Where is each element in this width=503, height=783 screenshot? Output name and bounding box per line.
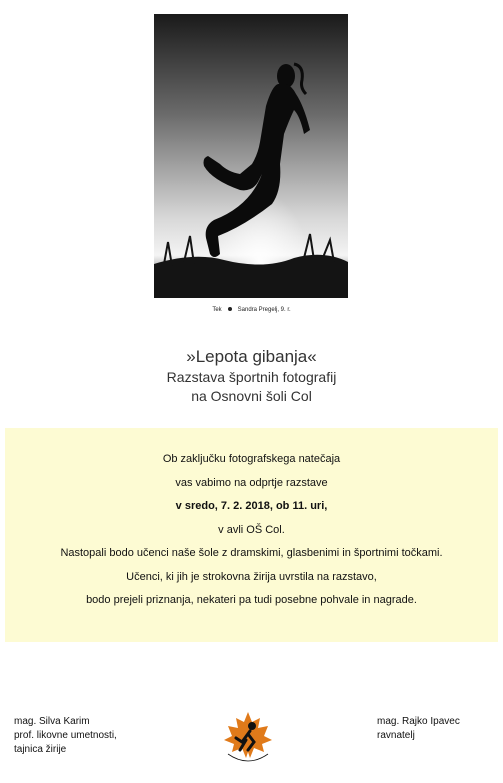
signature-name: mag. Rajko Ipavec	[377, 716, 460, 727]
invitation-line: bodo prejeli priznanja, nekateri pa tudi posebne pohvale in nagrade.	[86, 594, 417, 606]
signature-right	[377, 715, 460, 743]
signature-left	[14, 715, 117, 757]
invitation-line: Ob zaključku fotografskega natečaja	[162, 453, 341, 465]
exhibition-title: »Lepota gibanja«	[186, 347, 317, 366]
invitation-date: v sredo, 7. 2. 2018, ob 11. uri,	[175, 500, 328, 512]
exhibition-venue: na Osnovni šoli Col	[191, 388, 312, 404]
photo-caption	[0, 307, 503, 313]
school-logo	[218, 708, 278, 770]
bullet-icon	[228, 307, 232, 311]
invitation-box	[5, 428, 498, 642]
invitation-line: vas vabimo na odprtje razstave	[175, 476, 328, 489]
invitation-line: Učenci, ki jih je strokovna žirija uvrstila na razstavo,	[126, 570, 377, 583]
exhibition-subtitle: Razstava športnih fotografij	[166, 369, 337, 385]
photo-title: Tek	[212, 307, 222, 313]
signature-title: prof. likovne umetnosti,	[14, 730, 117, 741]
signature-role: tajnica žirije	[14, 744, 67, 755]
exhibition-heading	[0, 346, 503, 406]
contest-photo	[154, 14, 348, 298]
invitation-line: Nastopali bodo učenci naše šole z dramskimi, glasbenimi in športnimi točkami.	[60, 547, 443, 559]
photo-author: Sandra Pregelj, 9. r.	[237, 307, 291, 313]
signature-name: mag. Silva Karim	[14, 716, 90, 727]
signature-role: ravnatelj	[377, 730, 415, 741]
invitation-location: v avli OŠ Col.	[218, 523, 285, 536]
